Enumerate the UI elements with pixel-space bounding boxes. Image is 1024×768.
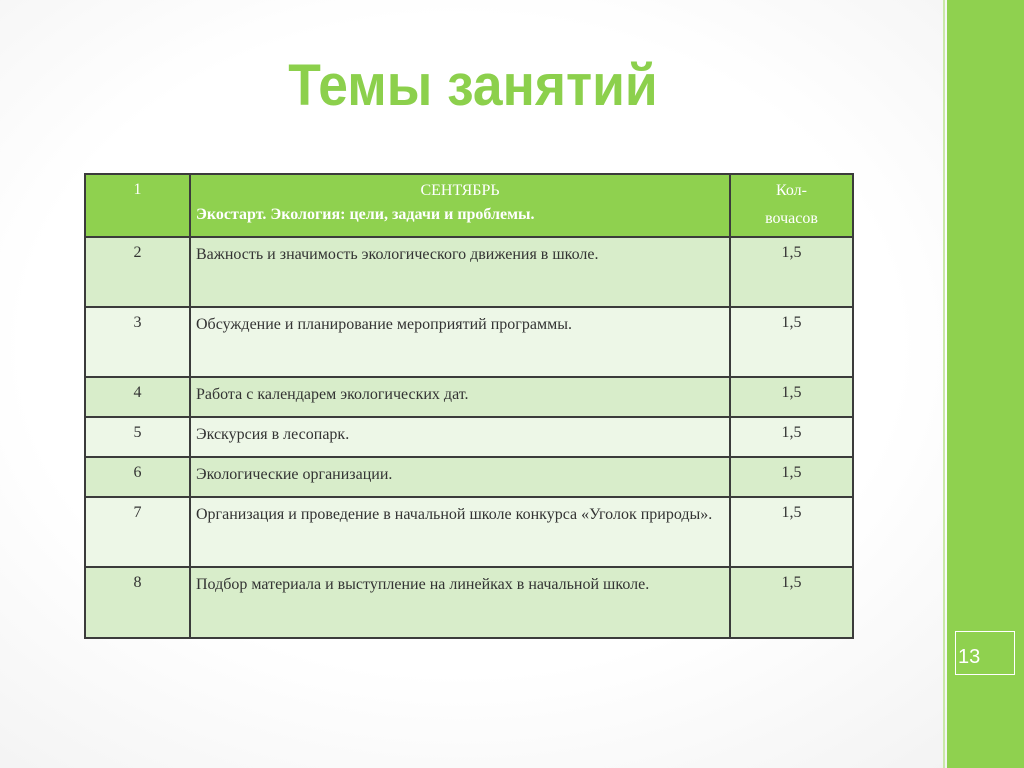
row-number: 3	[85, 307, 190, 377]
header-topic	[190, 174, 730, 237]
row-hours: 1,5	[730, 307, 853, 377]
table-row	[85, 417, 853, 457]
header-topic-text: Экостарт. Экология: цели, задачи и проблемы.	[196, 206, 535, 223]
row-topic: Обсуждение и планирование мероприятий программы.	[190, 307, 730, 377]
row-number: 5	[85, 417, 190, 457]
table-row	[85, 237, 853, 307]
page-number: 13	[955, 631, 1015, 675]
row-hours: 1,5	[730, 237, 853, 307]
row-hours: 1,5	[730, 567, 853, 638]
row-number: 2	[85, 237, 190, 307]
row-topic: Экологические организации.	[190, 457, 730, 497]
row-number: 8	[85, 567, 190, 638]
table-row	[85, 497, 853, 567]
row-topic: Важность и значимость экологического движения в школе.	[190, 237, 730, 307]
hours-label-line2: вочасов	[765, 210, 818, 227]
row-hours: 1,5	[730, 457, 853, 497]
page-title: Темы занятий	[288, 53, 658, 118]
header-number: 1	[85, 174, 190, 237]
row-topic: Экскурсия в лесопарк.	[190, 417, 730, 457]
row-number: 6	[85, 457, 190, 497]
side-divider-line	[943, 0, 945, 768]
row-hours: 1,5	[730, 417, 853, 457]
table-row	[85, 377, 853, 417]
row-topic: Подбор материала и выступление на линейках в начальной школе.	[190, 567, 730, 638]
row-hours: 1,5	[730, 497, 853, 567]
row-number: 7	[85, 497, 190, 567]
row-number: 4	[85, 377, 190, 417]
month-label: СЕНТЯБРЬ	[420, 182, 500, 199]
row-topic: Организация и проведение в начальной школе конкурса «Уголок природы».	[190, 497, 730, 567]
row-topic: Работа с календарем экологических дат.	[190, 377, 730, 417]
row-hours: 1,5	[730, 377, 853, 417]
topics-table	[84, 173, 854, 639]
header-hours	[730, 174, 853, 237]
table-row	[85, 457, 853, 497]
hours-label-line1: Кол-	[776, 182, 807, 199]
table-header-row	[85, 174, 853, 237]
table-row	[85, 567, 853, 638]
table-row	[85, 307, 853, 377]
